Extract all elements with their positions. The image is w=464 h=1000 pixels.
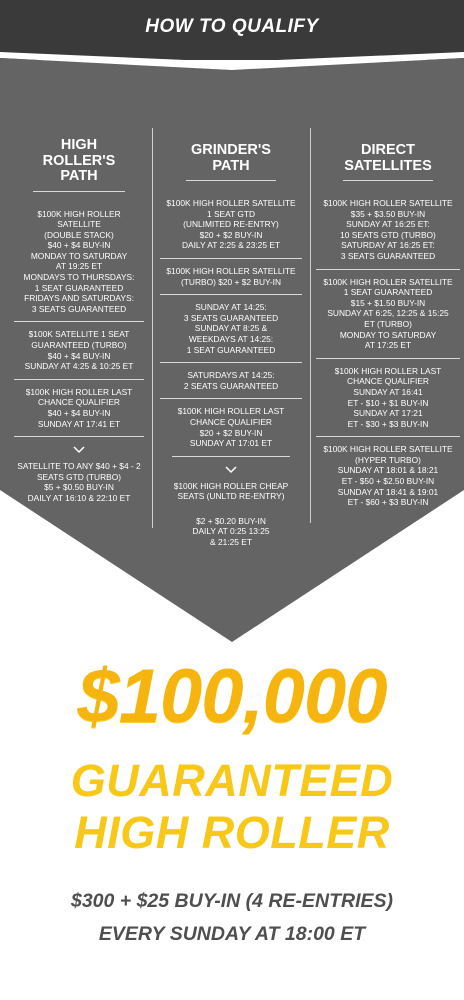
entry-line: $100K HIGH ROLLER SATELLITE [323,198,453,208]
feeder-entry [14,461,144,503]
entry-line: $40 + $4 BUY-IN [47,408,111,418]
entry-line: 3 SEATS GUARANTEED [340,250,436,261]
entry-line: (DOUBLE STACK) [44,229,114,240]
entry-line: $100K HIGH ROLLER LAST [25,386,133,397]
entry-line: SUNDAY AT 16:41 [353,386,423,397]
entry-line: SATURDAY AT 16:25 ET: [341,240,435,251]
entry-separator [14,436,144,437]
entry-line: $100K SATELLITE 1 SEAT [28,329,130,340]
qualifier-entry [316,436,460,515]
entry-line: DAILY AT 2:25 & 23:25 ET [181,240,281,251]
entry-line: $20 + $2 BUY-IN [199,229,263,240]
column-title-line: DIRECT [361,142,415,158]
entry-line: $100K HIGH ROLLER LAST [334,365,442,376]
entry-line: FRIDAYS AND SATURDAYS: [24,293,134,304]
chevron-down-icon [72,443,86,457]
promo-high-roller: HIGH ROLLER [74,807,390,858]
entry-line: MONDAYS TO THURSDAYS: [23,272,135,283]
entry-line: CHANCE QUALIFIER [347,376,429,387]
entry-line: $5 + $0.50 BUY-IN [44,482,114,493]
entry-list [316,191,460,515]
column-divider [310,128,311,523]
column-title-line: PATH [212,157,250,174]
column-title-line: GRINDER'S [191,142,271,158]
entry-line: $2 + $0.20 BUY-IN [196,515,266,526]
entry-line: SUNDAY AT 18:01 & 18:21 [337,465,439,476]
entry-line: $40 + $4 BUY-IN [47,350,111,361]
entry-line: SATURDAYS AT 14:25: [187,370,275,381]
entry-line: 1 SEAT GUARANTEED [34,282,124,293]
column-grinders-path [160,128,302,548]
entry-line: ET - $10 + $1 BUY-IN [347,397,429,408]
qualifier-entry [14,202,144,322]
entry-line: WEEKDAYS AT 14:25: [188,333,274,344]
entry-line: $100K HIGH ROLLER SATELLITE [323,444,453,455]
entry-line: (UNLIMITED RE-ENTRY) [183,219,279,230]
entry-line: $100K HIGH ROLLER [37,208,121,219]
column-title [343,143,433,181]
entry-line: SUNDAY AT 6:25, 12:25 & 15:25 [327,308,449,319]
entry-line: SEATS (UNLTD RE-ENTRY) [177,491,285,502]
entry-line: SATELLITE TO ANY $40 + $4 - 2 [17,461,141,472]
entry-line: $100K HIGH ROLLER LAST [177,406,285,417]
entry-line: 1 SEAT GTD [206,208,256,219]
column-title-line: HIGH [60,137,98,153]
column-title-line: PATH [60,168,98,184]
entry-line: MONDAY TO SATURDAY [339,329,437,340]
entry-line: & 21:25 ET [210,537,252,548]
entry-line: (HYPER TURBO) [355,454,421,465]
entry-line: 1 SEAT GUARANTEED [186,344,276,355]
entry-line: GUARANTEED (TURBO) [31,340,127,351]
entry-line: $40 + $4 BUY-IN [47,240,111,251]
qualifier-entry [14,321,144,378]
promo-buyin: $300 + $25 BUY-IN (4 RE-ENTRIES) [70,890,394,912]
page-title: HOW TO QUALIFY [145,16,319,37]
entry-line: 2 SEATS GUARANTEED [183,380,279,391]
qualify-columns [0,128,464,588]
entry-line: SEATS GTD (TURBO) [36,471,122,482]
entry-line: (TURBO) $20 + $2 BUY-IN [181,276,281,287]
entry-line: DAILY AT 0:25 13:25 [192,526,270,537]
entry-line: ET - $60 + $3 BUY-IN [347,497,429,508]
entry-line: SUNDAY AT 14:25: [195,302,267,313]
entry-line: DAILY AT 16:10 & 22:10 ET [27,492,131,503]
entry-line: 3 SEATS GUARANTEED [31,303,127,314]
entry-line: ET - $30 + $3 BUY-IN [347,418,429,429]
column-direct-satellites [316,128,460,515]
promo-schedule: EVERY SUNDAY AT 18:00 ET [98,923,366,945]
entry-line: $20 + $2 BUY-IN [199,427,263,438]
entry-line: SUNDAY AT 8:25 & [194,323,268,334]
entry-line: AT 19:25 ET [55,261,103,272]
entry-line: AT 17:25 ET [364,340,412,351]
entry-separator [172,456,290,457]
entry-line: $100K HIGH ROLLER SATELLITE [323,276,453,287]
qualifier-entry [160,258,302,294]
feeder-entry [160,481,302,502]
column-title [33,138,125,192]
entry-line: SUNDAY AT 17:01 ET [189,438,273,449]
qualifier-entry [160,191,302,258]
entry-line: $100K HIGH ROLLER CHEAP [173,480,289,491]
entry-line: $100K HIGH ROLLER SATELLITE [166,198,296,208]
entry-line: SUNDAY AT 17:21 [353,408,423,419]
promo-guaranteed: GUARANTEED [70,755,394,806]
qualifier-entry [316,358,460,437]
entry-line: MONDAY TO SATURDAY [30,250,128,261]
entry-line: $100K HIGH ROLLER SATELLITE [166,265,296,276]
column-divider [152,128,153,528]
entry-list [14,202,144,437]
entry-line: SATELLITE [57,219,101,230]
column-high-rollers-path [14,128,144,504]
entry-line: 3 SEATS GUARANTEED [183,312,279,323]
qualifier-entry [14,379,144,436]
entry-line: $15 + $1.50 BUY-IN [350,297,426,308]
entry-line: SUNDAY AT 16:25 ET: [346,219,430,230]
qualifier-entry [316,269,460,358]
column-title-line: SATELLITES [344,157,432,174]
qualifier-entry [160,362,302,398]
chevron-down-icon [224,463,238,477]
entry-line: ET (TURBO) [364,318,412,329]
entry-line: CHANCE QUALIFIER [38,397,120,408]
entry-line: SUNDAY AT 4:25 & 10:25 ET [24,361,134,372]
qualifier-entry [160,398,302,455]
entry-list [160,191,302,456]
feeder-entry-details [160,516,302,548]
column-title-line: ROLLER'S [42,152,116,169]
entry-line: SUNDAY AT 17:41 ET [37,418,121,429]
promo-amount: $100,000 [77,654,387,739]
entry-line: SUNDAY AT 18:41 & 19:01 [337,486,439,497]
entry-line: CHANCE QUALIFIER [190,416,272,427]
entry-line: 10 SEATS GTD (TURBO) [340,229,436,240]
entry-line: $35 + $3.50 BUY-IN [350,208,426,219]
qualifier-entry [160,294,302,362]
entry-line: ET - $50 + $2.50 BUY-IN [341,476,435,487]
entry-line: 1 SEAT GUARANTEED [343,287,433,298]
qualifier-entry [316,191,460,269]
column-title [186,143,276,181]
